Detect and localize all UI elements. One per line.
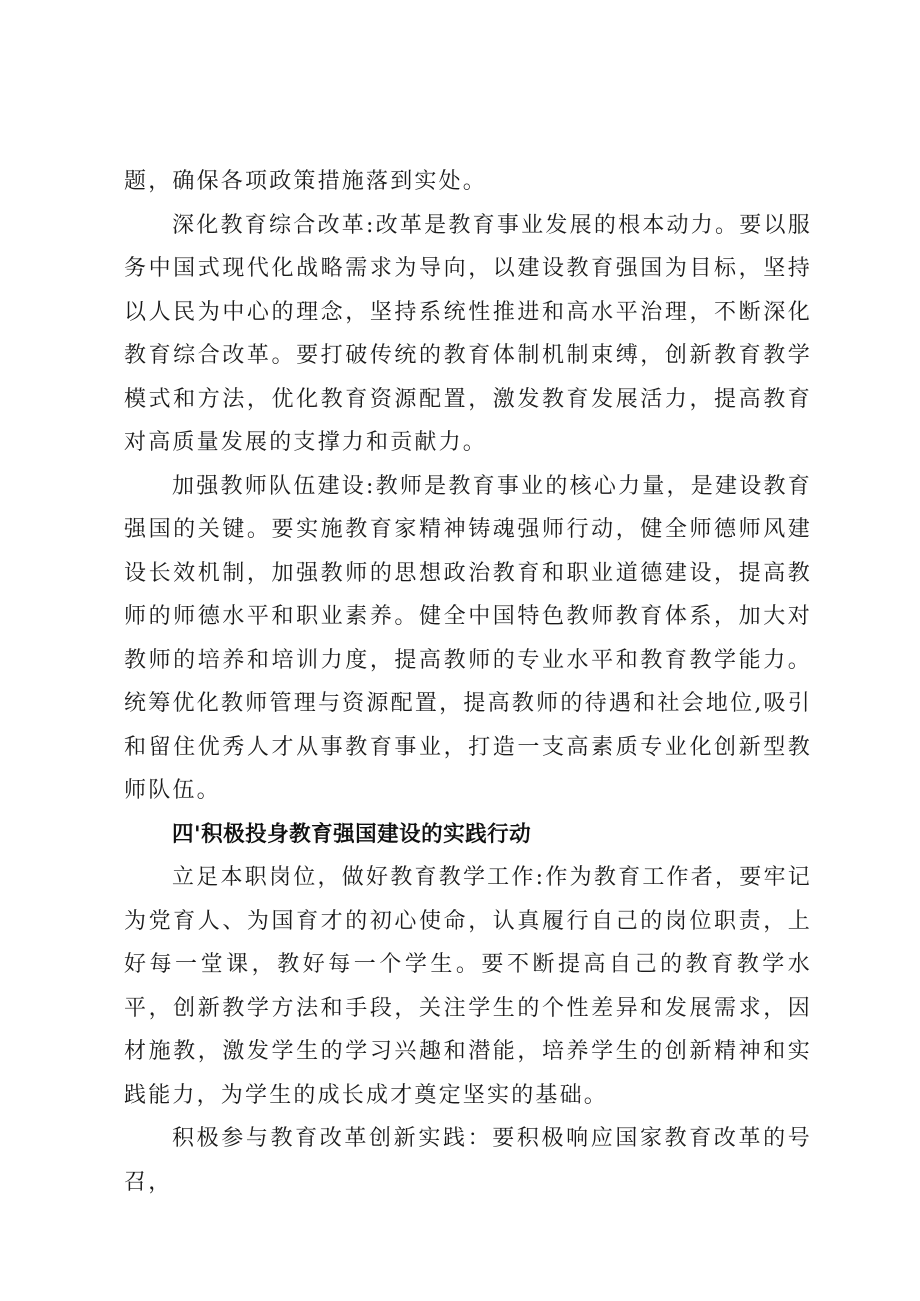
document-body	[124, 160, 812, 1204]
paragraph-reform-practice: 积极参与教育改革创新实践：要积极响应国家教育改革的号召，	[124, 1126, 812, 1195]
paragraph-continuation: 题，确保各项政策措施落到实处。	[124, 169, 488, 194]
paragraph-education-reform: 深化教育综合改革:改革是教育事业发展的根本动力。要以服务中国式现代化战略需求为导向，以建设教育强国为目标，坚持以人民为中心的理念，坚持系统性推进和高水平治理，不断深化教育综合改革。要打破传统的教育体制机制束缚，创新教育教学模式和方法，优化教育资源配置，激发教育发展活力，提高教育对高质量发展的支撑力和贡献力。	[124, 212, 812, 455]
paragraph-job-duties: 立足本职岗位，做好教育教学工作:作为教育工作者，要牢记为党育人、为国育才的初心使命，认真履行自己的岗位职责，上好每一堂课，教好每一个学生。要不断提高自己的教育教学水平，创新教学方法和手段，关注学生的个性差异和发展需求，因材施教，激发学生的学习兴趣和潜能，培养学生的创新精神和实践能力，为学生的成长成才奠定坚实的基础。	[124, 865, 812, 1108]
section-heading: 四'积极投身教育强国建设的实践行动	[172, 821, 532, 847]
paragraph-teacher-team: 加强教师队伍建设:教师是教育事业的核心力量，是建设教育强国的关键。要实施教育家精神铸魂强师行动，健全师德师风建设长效机制，加强教师的思想政治教育和职业道德建设，提高教师的师德水平和职业素养。健全中国特色教师教育体系，加大对教师的培养和培训力度，提高教师的专业水平和教育教学能力。统筹优化教师管理与资源配置，提高教师的待遇和社会地位,吸引和留住优秀人才从事教育事业，打造一支高素质专业化创新型教师队伍。	[124, 473, 812, 803]
